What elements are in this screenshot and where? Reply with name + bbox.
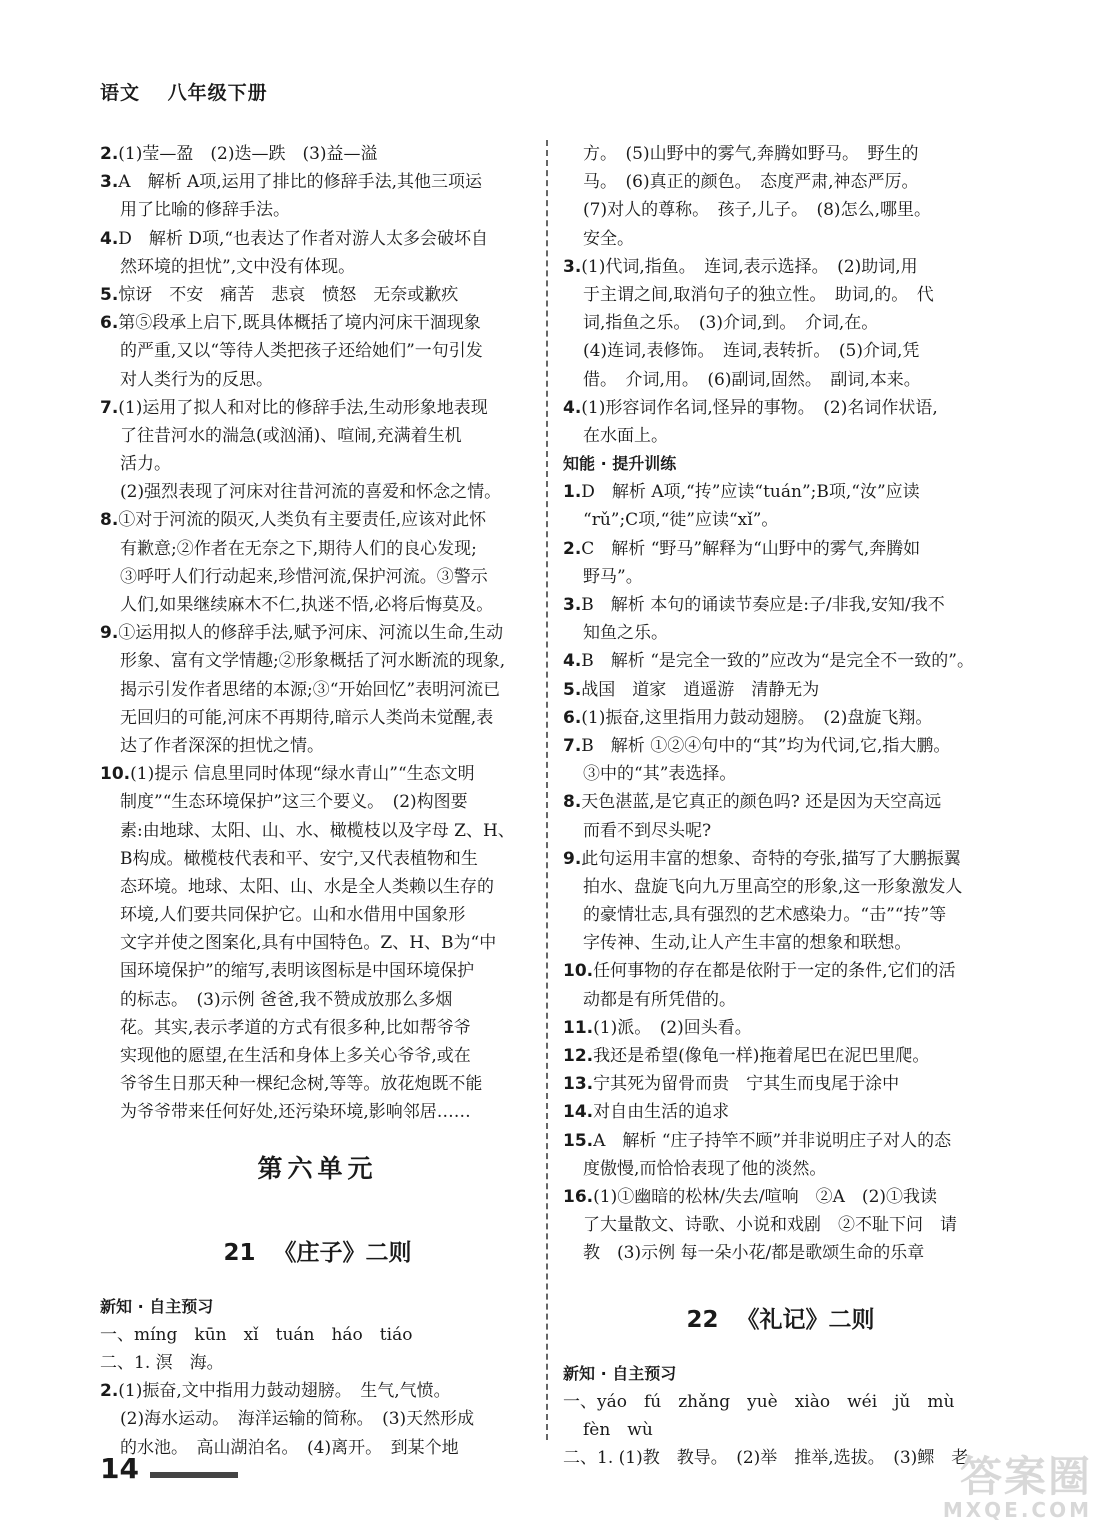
answer-text: (1)振奋,这里指用力鼓动翅膀。 (2)盘旋飞翔。 — [581, 707, 933, 728]
page-header — [100, 78, 268, 105]
answer-text: 任何事物的存在都是依附于一定的条件,它们的活 — [593, 961, 956, 982]
answer-line — [563, 196, 998, 224]
answer-text: 宁其死为留骨而贵 宁其生而曳尾于涂中 — [593, 1074, 900, 1095]
lesson-number: 22 — [686, 1306, 719, 1333]
answer-line — [563, 957, 998, 985]
answer-line — [563, 337, 998, 365]
answer-text: 我还是希望(像龟一样)拖着尾巴在泥巴里爬。 — [593, 1046, 930, 1066]
answer-text: fèn wù — [583, 1419, 653, 1440]
answer-text: B 解析 “是完全一致的”应改为“是完全不一致的”。 — [581, 651, 974, 672]
answer-line — [100, 873, 535, 901]
answer-line — [100, 1014, 535, 1042]
answer-text: 度傲慢,而恰恰表现了他的淡然。 — [583, 1158, 827, 1179]
question-number: 5. — [100, 284, 119, 305]
question-number: 2. — [100, 144, 119, 164]
answer-line — [100, 422, 535, 450]
answer-text: B构成。橄榄枝代表和平、安宁,又代表植物和生 — [120, 848, 478, 869]
answer-text: 的豪情壮志,具有强烈的艺术感染力。“击”“抟”等 — [583, 905, 947, 926]
answer-text: 人们,如果继续麻木不仁,执迷不悟,必将后悔莫及。 — [120, 595, 494, 615]
answer-line — [100, 140, 535, 168]
answer-text: ①对于河流的陨灭,人类负有主要责任,应该对此怀 — [118, 510, 487, 531]
answer-text: 安全。 — [583, 228, 634, 249]
answer-line — [563, 732, 998, 760]
answer-line — [100, 366, 535, 394]
answer-text: 制度”“生态环境保护”这三个要义。 (2)构图要 — [120, 792, 468, 813]
lesson-name: 《礼记》二则 — [736, 1305, 875, 1333]
answer-text: 借。 介词,用。 (6)副词,固然。 副词,本来。 — [583, 369, 921, 390]
answer-text: 拍水、盘旋飞向九万里高空的形象,这一形象激发人 — [583, 876, 963, 897]
answer-line — [563, 281, 998, 309]
answer-text: ③呼吁人们行动起来,珍惜河流,保护河流。③警示 — [120, 566, 488, 587]
question-number: 16. — [563, 1186, 594, 1207]
answer-text: (2)强烈表现了河床对往昔河流的喜爱和怀念之情。 — [120, 482, 502, 503]
answer-text: (7)对人的尊称。 孩子,儿子。 (8)怎么,哪里。 — [583, 200, 931, 221]
answer-text: 然环境的担忧”,文中没有体现。 — [120, 256, 356, 277]
answer-text: 野马”。 — [583, 566, 643, 587]
question-number: 9. — [563, 848, 582, 869]
answer-line — [100, 337, 535, 365]
lesson-22-title — [563, 1290, 998, 1350]
answer-line — [100, 1405, 535, 1433]
answer-line — [100, 563, 535, 591]
grade-label: 八年级下册 — [167, 82, 268, 104]
answer-text: 达了作者深深的担忧之情。 — [120, 735, 324, 756]
answer-line — [563, 760, 998, 788]
answer-line — [563, 366, 998, 394]
right-column — [563, 140, 998, 1472]
answer-line — [563, 647, 998, 675]
answer-text: 花。其实,表示孝道的方式有很多种,比如帮爷爷 — [120, 1017, 471, 1038]
answer-text: 活力。 — [120, 454, 171, 475]
watermark-line1: 答案圈 — [959, 1452, 1092, 1501]
question-number: 2. — [563, 538, 582, 559]
answer-text: 天色湛蓝,是它真正的颜色吗? 还是因为天空高远 — [581, 792, 942, 813]
unit-title: 第六单元 — [257, 1153, 378, 1183]
answer-text: D 解析 D项,“也表达了作者对游人太多会破坏自 — [118, 228, 489, 249]
answer-text: B 解析 ①②④句中的“其”均为代词,它,指大鹏。 — [581, 735, 951, 756]
watermark-line2: MXQE.COM — [942, 1498, 1092, 1522]
left-column — [100, 140, 535, 1462]
question-number: 9. — [100, 623, 119, 644]
answer-line — [100, 450, 535, 478]
answer-line — [563, 168, 998, 196]
answer-text: (1)莹—盈 (2)迭—跌 (3)益—溢 — [118, 144, 378, 164]
question-number: 4. — [563, 397, 582, 418]
answer-line — [563, 901, 998, 929]
question-number: 8. — [100, 510, 119, 531]
answer-text: 形象、富有文学情趣;②形象概括了河水断流的现象, — [120, 651, 506, 672]
answer-line — [100, 732, 535, 760]
answer-text: 了大量散文、诗歌、小说和戏剧 ②不耻下问 请 — [583, 1215, 957, 1236]
answer-line — [563, 1211, 998, 1239]
question-number: 1. — [563, 482, 582, 503]
question-number: 4. — [563, 651, 582, 672]
answer-line — [100, 1377, 535, 1405]
answer-text: 字传神、生动,让人产生丰富的想象和联想。 — [583, 933, 912, 954]
answer-text: 方。 (5)山野中的雾气,奔腾如野马。 野生的 — [583, 144, 919, 164]
lesson-name: 《庄子》二则 — [273, 1238, 412, 1266]
answer-line — [100, 196, 535, 224]
answer-text: 爷爷生日那天种一棵纪念树,等等。放花炮既不能 — [120, 1074, 483, 1095]
answer-line — [100, 394, 535, 422]
answer-text: 二、1. (1)教 教导。 (2)举 推举,选拔。 (3)鳏 老 — [563, 1448, 969, 1469]
answer-line — [100, 253, 535, 281]
answer-text: 有歉意;②作者在无奈之下,期待人们的良心发现; — [120, 538, 477, 559]
answer-line — [100, 591, 535, 619]
section-heading: 知能 · 提升训练 — [563, 454, 677, 474]
answer-line — [563, 845, 998, 873]
answer-line — [563, 563, 998, 591]
section-heading: 新知 · 自主预习 — [563, 1363, 677, 1383]
question-number: 7. — [100, 397, 119, 418]
answer-text: 对自由生活的追求 — [593, 1102, 730, 1123]
answer-line — [100, 1321, 535, 1349]
answer-line — [563, 929, 998, 957]
answer-line — [563, 506, 998, 534]
answer-text: 无回归的可能,河床不再期待,暗示人类尚未觉醒,表 — [120, 707, 494, 728]
answer-line — [563, 619, 998, 647]
lesson-21-title — [100, 1223, 535, 1283]
question-number: 10. — [100, 764, 131, 785]
answer-line — [100, 225, 535, 253]
answer-line — [563, 1155, 998, 1183]
answer-text: 的标志。 (3)示例 爸爸,我不赞成放那么多烟 — [120, 989, 453, 1010]
answer-line — [100, 1434, 535, 1462]
question-number: 2. — [100, 1381, 119, 1402]
right-answers-lesson21 — [563, 140, 998, 1268]
question-number: 10. — [563, 961, 594, 982]
answer-text: 素:由地球、太阳、山、水、橄榄枝以及字母 Z、H、 — [120, 820, 515, 841]
answer-text: 二、1. 溟 海。 — [100, 1352, 224, 1373]
answer-line — [563, 535, 998, 563]
answer-text: 词,指鱼之乐。 (3)介词,到。 介词,在。 — [583, 313, 879, 334]
answer-text: 对人类行为的反思。 — [120, 369, 273, 390]
lesson-number: 21 — [223, 1239, 256, 1266]
answer-line — [100, 1070, 535, 1098]
question-number: 8. — [563, 792, 582, 813]
question-number: 6. — [100, 313, 119, 334]
answer-line — [563, 225, 998, 253]
answer-line — [100, 168, 535, 196]
answer-line — [563, 1014, 998, 1042]
answer-text: B 解析 本句的诵读节奏应是:子/非我,安知/我不 — [581, 595, 945, 615]
answer-line — [563, 1070, 998, 1098]
answer-text: 第⑤段承上启下,既具体概括了境内河床干涸现象 — [118, 313, 481, 334]
answer-line — [563, 817, 998, 845]
answer-line — [100, 1042, 535, 1070]
answer-text: 用了比喻的修辞手法。 — [120, 200, 290, 221]
answer-line — [563, 394, 998, 422]
answer-line — [563, 788, 998, 816]
answer-text: 战国 道家 逍遥游 清静无为 — [581, 679, 820, 700]
question-number: 7. — [563, 735, 582, 756]
answer-line — [100, 845, 535, 873]
answer-text: (1)代词,指鱼。 连词,表示选择。 (2)助词,用 — [581, 256, 918, 277]
answer-line — [100, 506, 535, 534]
question-number: 13. — [563, 1074, 594, 1095]
column-divider — [546, 140, 548, 1440]
answer-text: 一、míng kūn xǐ tuán háo tiáo — [100, 1324, 413, 1345]
answer-text: 于主谓之间,取消句子的独立性。 助词,的。 代 — [583, 284, 934, 305]
answer-line — [563, 676, 998, 704]
answer-line — [563, 253, 998, 281]
answer-line — [100, 676, 535, 704]
page-number: 14 — [100, 1452, 139, 1485]
answer-line — [563, 591, 998, 619]
answer-text: 的水池。 高山湖泊名。 (4)离开。 到某个地 — [120, 1437, 459, 1458]
answer-text: 此句运用丰富的想象、奇特的夸张,描写了大鹏振翼 — [581, 848, 961, 869]
question-number: 5. — [563, 679, 582, 700]
answer-text: C 解析 “野马”解释为“山野中的雾气,奔腾如 — [581, 538, 921, 559]
question-number: 6. — [563, 707, 582, 728]
answer-line — [563, 1098, 998, 1126]
answer-text: A 解析 A项,运用了排比的修辞手法,其他三项运 — [118, 172, 483, 193]
answer-text: ①运用拟人的修辞手法,赋予河床、河流以生命,生动 — [118, 623, 504, 644]
question-number: 12. — [563, 1046, 594, 1066]
answer-line — [563, 1127, 998, 1155]
answer-text: 了往昔河水的湍急(或汹涌)、喧闹,充满着生机 — [120, 425, 462, 446]
answer-line — [100, 760, 535, 788]
question-number: 4. — [100, 228, 119, 249]
answer-text: 文字并使之图案化,具有中国特色。Z、H、B为“中 — [120, 933, 497, 954]
answer-line — [563, 1416, 998, 1444]
answer-text: 而看不到尽头呢? — [583, 820, 712, 841]
answer-text: (1)振奋,文中指用力鼓动翅膀。 生气,气愤。 — [118, 1381, 451, 1402]
question-number: 3. — [563, 256, 582, 277]
answer-line — [100, 281, 535, 309]
answer-text: 惊讶 不安 痛苦 悲哀 愤怒 无奈或歉疚 — [118, 284, 459, 305]
answer-line — [100, 619, 535, 647]
answer-text: 在水面上。 — [583, 425, 668, 446]
answer-line — [100, 788, 535, 816]
answer-line — [563, 1183, 998, 1211]
answer-text: (1)形容词作名词,怪异的事物。 (2)名词作状语, — [581, 397, 938, 418]
answer-text: 教 (3)示例 每一朵小花/都是歌颂生命的乐章 — [583, 1243, 925, 1264]
answer-text: 揭示引发作者思绪的本源;③“开始回忆”表明河流已 — [120, 679, 501, 700]
footer-rule — [150, 1472, 238, 1478]
answer-line — [100, 535, 535, 563]
answer-text: A 解析 “庄子持竿不顾”并非说明庄子对人的态 — [593, 1130, 952, 1151]
answer-line — [563, 1239, 998, 1267]
answer-line — [100, 478, 535, 506]
answer-text: (1)提示 信息里同时体现“绿水青山”“生态文明 — [130, 764, 475, 785]
answer-text: 的严重,又以“等待人类把孩子还给她们”一句引发 — [120, 341, 483, 362]
question-number: 3. — [563, 595, 582, 615]
answer-text: 知鱼之乐。 — [583, 623, 668, 644]
answer-line — [100, 704, 535, 732]
answer-text: (1)运用了拟人和对比的修辞手法,生动形象地表现 — [118, 397, 488, 418]
answer-text: ③中的“其”表选择。 — [583, 764, 737, 785]
answer-text: “rǔ”;C项,“徙”应读“xǐ”。 — [583, 510, 779, 531]
question-number: 14. — [563, 1102, 594, 1123]
answer-text: 国环境保护”的缩写,表明该图标是中国环境保护 — [120, 961, 475, 982]
subject-label: 语文 — [100, 82, 141, 104]
answer-line — [100, 647, 535, 675]
answer-text: (4)连词,表修饰。 连词,表转折。 (5)介词,凭 — [583, 341, 920, 362]
answer-text: 一、yáo fú zhǎng yuè xiào wéi jǔ mù — [563, 1391, 955, 1412]
question-number: 11. — [563, 1017, 594, 1038]
left-answers-unit5 — [100, 140, 535, 1127]
question-number: 3. — [100, 172, 119, 193]
answer-line — [563, 309, 998, 337]
answer-line — [100, 309, 535, 337]
answer-line — [100, 901, 535, 929]
answer-line — [100, 929, 535, 957]
answer-line — [100, 1098, 535, 1126]
answer-line — [100, 1349, 535, 1377]
answer-line — [100, 986, 535, 1014]
answer-text: (1)派。 (2)回头看。 — [593, 1017, 752, 1038]
answer-text: (2)海水运动。 海洋运输的简称。 (3)天然形成 — [120, 1409, 475, 1430]
section-heading: 新知 · 自主预习 — [100, 1296, 214, 1316]
answer-text: (1)①幽暗的松林/失去/喧响 ②A (2)①我读 — [593, 1186, 938, 1207]
answer-line — [563, 704, 998, 732]
answer-line — [100, 957, 535, 985]
answer-line — [563, 478, 998, 506]
answer-line — [100, 817, 535, 845]
answer-text: 为爷爷带来任何好处,还污染环境,影响邻居…… — [120, 1102, 471, 1123]
answer-line — [563, 986, 998, 1014]
answer-text: D 解析 A项,“抟”应读“tuán”;B项,“汝”应读 — [581, 482, 920, 503]
answer-line — [563, 1042, 998, 1070]
watermark-logo — [897, 1452, 1092, 1523]
answer-line — [563, 422, 998, 450]
answer-text: 态环境。地球、太阳、山、水是全人类赖以生存的 — [120, 876, 494, 897]
answer-text: 实现他的愿望,在生活和身体上多关心爷爷,或在 — [120, 1046, 471, 1066]
left-answers-lesson21 — [100, 1293, 535, 1462]
answer-line — [563, 140, 998, 168]
question-number: 15. — [563, 1130, 594, 1151]
answer-text: 动都是有所凭借的。 — [583, 989, 736, 1010]
answer-text: 环境,人们要共同保护它。山和水借用中国象形 — [120, 905, 466, 926]
answer-line — [563, 1388, 998, 1416]
answer-line — [563, 873, 998, 901]
answer-text: 马。 (6)真正的颜色。 态度严肃,神态严厉。 — [583, 172, 919, 193]
